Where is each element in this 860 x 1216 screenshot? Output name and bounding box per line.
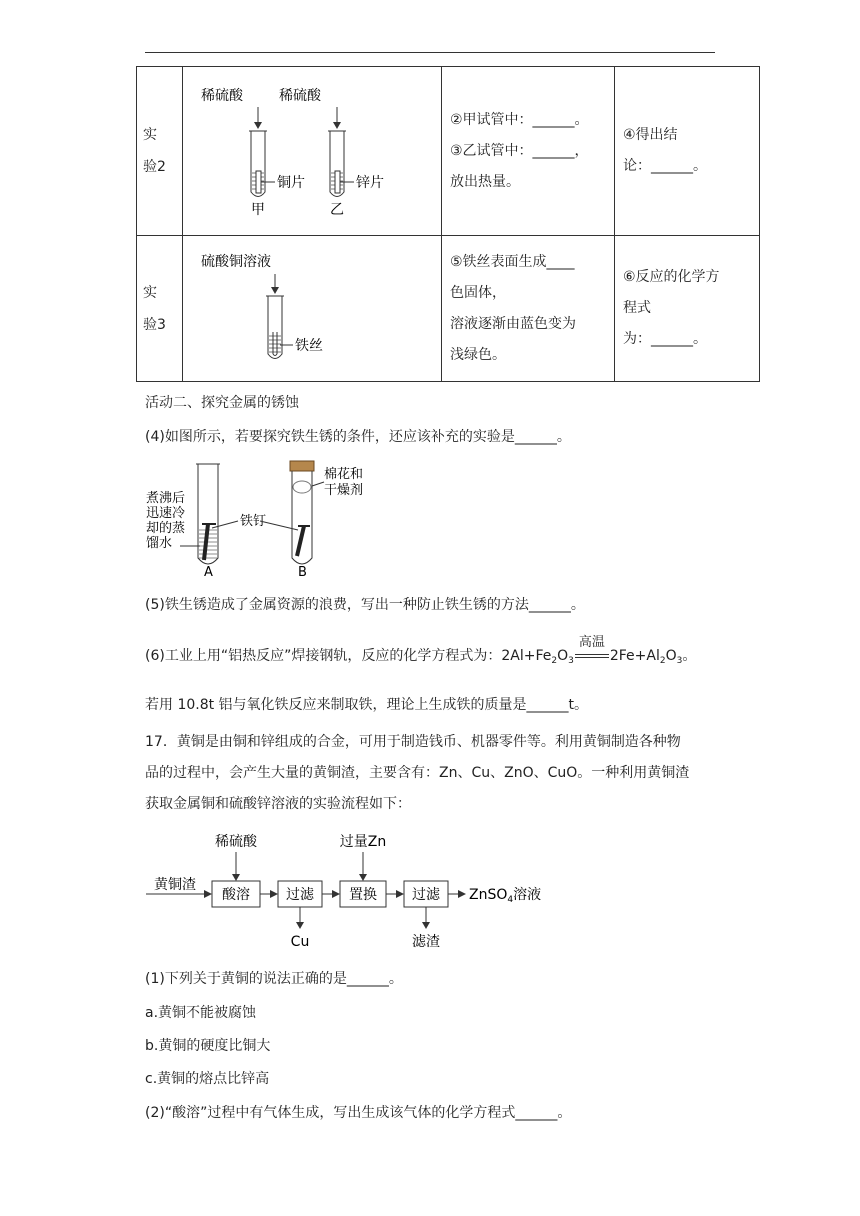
step1-label: 酸溶 (222, 887, 250, 903)
option-a: a.黄铜不能被腐蚀 (145, 1005, 257, 1021)
label-b: B (298, 565, 307, 580)
row-label-line: 验2 (143, 159, 166, 175)
condition-text: 高温 (578, 635, 605, 650)
row-label-exp2 (137, 67, 183, 236)
stopper (290, 461, 314, 471)
solution-label: 硫酸铜溶液 (201, 254, 271, 270)
row-label-exp3 (137, 236, 183, 382)
water-label-line: 迅速冷 (146, 506, 186, 521)
eq-o: O (665, 648, 677, 664)
flow-cu: Cu (290, 934, 310, 950)
exp2-observation (442, 67, 615, 236)
eq-sub: 2 (551, 656, 558, 666)
tube-label-a: 甲 (251, 202, 265, 218)
q17-line: 品的过程中，会产生大量的黄铜渣，主要含有：Zn、Cu、ZnO、CuO。一种利用黄铜渣 (145, 765, 690, 781)
obs-line: 放出热量。 (450, 173, 520, 190)
rust-diagram (140, 458, 380, 580)
concl-line: ⑥反应的化学方 (623, 269, 720, 285)
exp3-figure-cell (183, 236, 442, 382)
flow-acid: 稀硫酸 (215, 834, 257, 850)
metal-label-a: 铜片 (277, 175, 305, 191)
obs-line: ③乙试管中：______， (450, 142, 589, 159)
row-label-line: 实 (143, 284, 157, 301)
obs-line: ②甲试管中：______。 (450, 111, 589, 128)
water-label-line: 馏水 (146, 536, 173, 551)
exp3-observation (442, 236, 615, 382)
row-label-line: 实 (143, 127, 157, 143)
equals-sign (575, 654, 609, 658)
experiment-table (136, 66, 760, 382)
option-b: b.黄铜的硬度比铜大 (145, 1038, 271, 1054)
zinc-strip (335, 171, 340, 193)
eq-sub: 3 (568, 656, 574, 666)
copper-strip (256, 171, 261, 193)
q17-line: 17．黄铜是由铜和锌组成的合金，可用于制造钱币、机器零件等。利用黄铜制造各种物 (145, 734, 681, 750)
wire-label: 铁丝 (295, 338, 323, 354)
concl-line: ④得出结 (623, 127, 678, 143)
tube-a-rust (198, 464, 218, 564)
label-a: A (204, 565, 213, 580)
question-17-1: (1)下列关于黄铜的说法正确的是______。 (145, 971, 403, 987)
eq-sub: 3 (676, 656, 683, 666)
flow-diagram (140, 826, 580, 954)
row-label-line: 验3 (143, 316, 166, 333)
concl-line: 程式 (623, 300, 651, 316)
step4-label: 过滤 (412, 887, 440, 903)
flow-residue: 滤渣 (412, 934, 440, 950)
question-17-2: (2)“酸溶”过程中有气体生成，写出生成该气体的化学方程式______。 (145, 1105, 572, 1121)
nail-a (204, 524, 208, 560)
obs-line: ⑤铁丝表面生成____ (450, 253, 575, 270)
water-label-line: 煮沸后 (146, 491, 186, 506)
header-rule (145, 52, 715, 53)
concl-line: 论：______。 (623, 158, 707, 174)
question-17 (145, 727, 689, 820)
cotton-label-line: 干燥剂 (324, 483, 364, 498)
tube-label-b: 乙 (330, 202, 344, 218)
flow-input: 黄铜渣 (154, 877, 196, 893)
cotton-label-line: 棉花和 (324, 467, 364, 482)
exp3-conclusion (615, 236, 760, 382)
flow-zn: 过量Zn (339, 834, 387, 850)
eq-end: 。 (682, 648, 697, 664)
exp2-figure-cell (183, 67, 442, 236)
exp2-conclusion (615, 67, 760, 236)
q17-line: 获取金属铜和硫酸锌溶液的实验流程如下： (145, 796, 411, 812)
exp3-diagram (183, 236, 441, 382)
question-6b: 若用 10.8t 铝与氧化铁反应来制取铁，理论上生成铁的质量是______t。 (145, 697, 589, 713)
eq-prefix: (6)工业上用“铝热反应”焊接钢轨，反应的化学方程式为：2Al+Fe (145, 648, 552, 664)
nail-b (297, 526, 304, 556)
option-c: c.黄铜的熔点比锌高 (145, 1071, 270, 1087)
obs-line: 浅绿色。 (450, 346, 506, 363)
exp2-diagram (183, 67, 441, 236)
activity-heading: 活动二、探究金属的锈蚀 (145, 395, 299, 411)
question-4: (4)如图所示，若要探究铁生锈的条件，还应该补充的实验是______。 (145, 429, 571, 445)
eq-sub: 2 (659, 656, 666, 666)
question-5: (5)铁生锈造成了金属资源的浪费，写出一种防止铁生锈的方法______。 (145, 597, 585, 613)
question-6 (145, 635, 697, 666)
water-label-line: 却的蒸 (146, 521, 186, 536)
obs-line: 色固体， (450, 284, 506, 301)
nail-label: 铁钉 (240, 514, 267, 529)
obs-line: 溶液逐渐由蓝色变为 (450, 315, 576, 332)
reaction-condition (574, 635, 610, 664)
flow-product: ZnSO$_4$溶液 (469, 887, 542, 905)
step3-label: 置换 (349, 887, 377, 903)
acid-label-a: 稀硫酸 (201, 88, 243, 104)
eq-o: O (557, 648, 569, 664)
step2-label: 过滤 (286, 887, 314, 903)
cotton (293, 481, 311, 493)
metal-label-b: 锌片 (356, 175, 384, 191)
tube-c (268, 296, 282, 359)
concl-line: 为：______。 (623, 331, 707, 347)
acid-label-b: 稀硫酸 (279, 88, 321, 104)
eq-product: 2Fe+Al (609, 648, 660, 664)
